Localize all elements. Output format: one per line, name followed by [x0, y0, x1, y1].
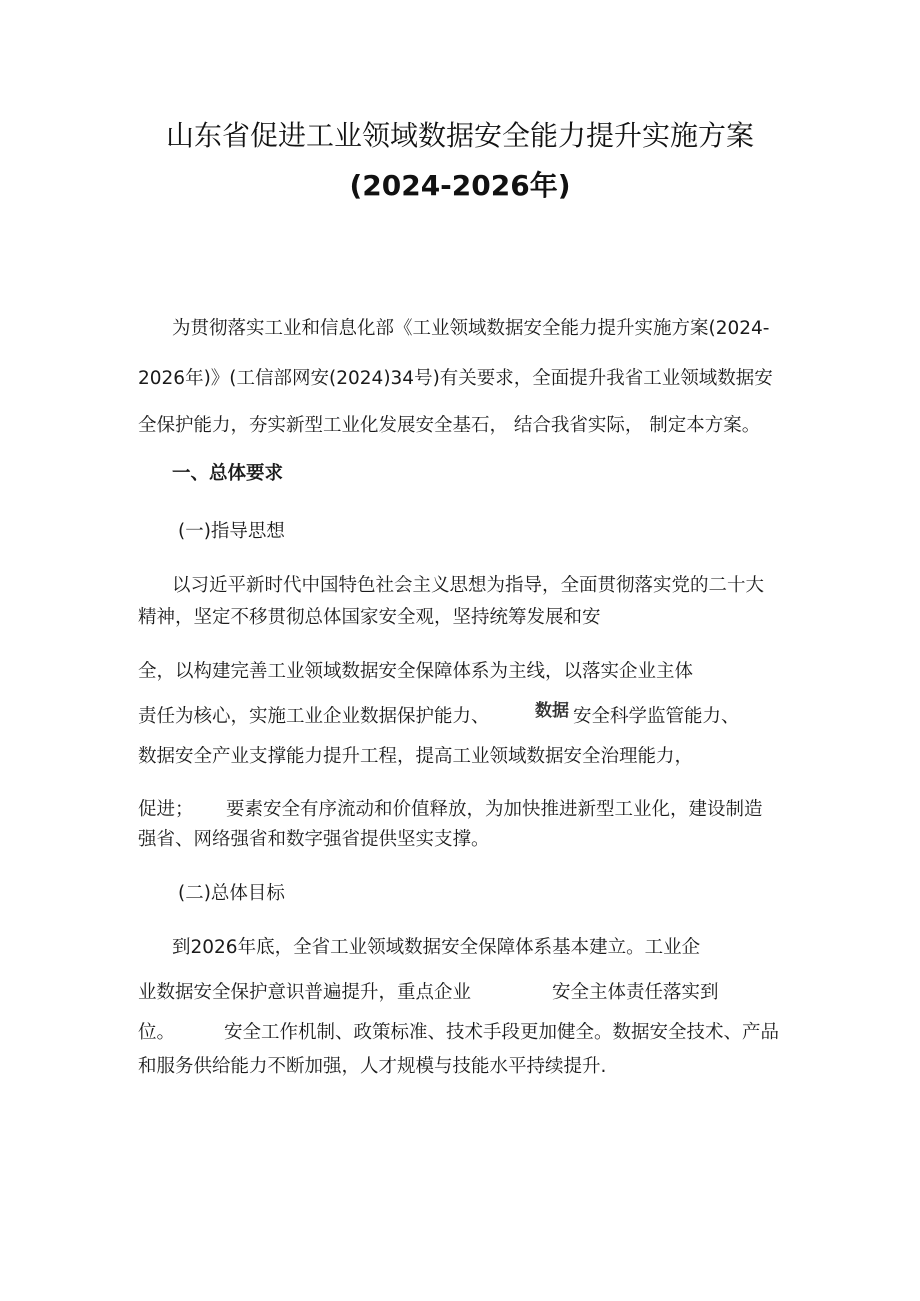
ideology-line-4b: 数据 — [535, 701, 569, 721]
goals-line-4: 和服务供给能力不断加强，人才规模与技能水平持续提升. — [138, 1056, 607, 1077]
document-subtitle: (2024-2026年) — [349, 169, 571, 202]
ideology-line-3: 全，以构建完善工业领域数据安全保障体系为主线，以落实企业主体 — [138, 661, 694, 682]
section-heading-overall-requirements: 一、总体要求 — [172, 463, 284, 484]
document-title: 山东省促进工业领域数据安全能力提升实施方案 — [165, 119, 754, 152]
ideology-line-7: 强省、网络强省和数字强省提供坚实支撑。 — [138, 829, 490, 850]
ideology-line-4c: 安全科学监管能力、 — [573, 706, 740, 727]
goals-line-3b: 安全工作机制、政策标准、技术手段更加健全。数据安全技术、产品 — [224, 1022, 780, 1043]
ideology-line-5: 数据安全产业支撑能力提升工程，提高工业领域数据安全治理能力， — [138, 746, 694, 767]
goals-line-3a: 位。 — [138, 1022, 176, 1043]
ideology-line-4a: 责任为核心，实施工业企业数据保护能力、 — [138, 706, 490, 727]
goals-line-2b: 安全主体责任落实到 — [552, 982, 719, 1003]
intro-line-3: 全保护能力，夯实新型工业化发展安全基石， 结合我省实际， 制定本方案。 — [138, 415, 761, 436]
subsection-heading-overall-goals: (二)总体目标 — [178, 883, 285, 904]
ideology-line-6a: 促进； — [138, 799, 194, 820]
goals-line-2a: 业数据安全保护意识普遍提升，重点企业 — [138, 982, 472, 1003]
intro-line-1: 为贯彻落实工业和信息化部《工业领域数据安全能力提升实施方案(2024- — [172, 318, 770, 339]
ideology-line-1: 以习近平新时代中国特色社会主义思想为指导，全面贯彻落实党的二十大 — [172, 575, 765, 596]
subsection-heading-guiding-ideology: (一)指导思想 — [178, 521, 285, 542]
intro-line-2: 2026年)》(工信部网安(2024)34号)有关要求，全面提升我省工业领域数据安 — [138, 368, 773, 389]
goals-line-1: 到2026年底，全省工业领域数据安全保障体系基本建立。工业企 — [172, 937, 701, 958]
ideology-line-6b: 要素安全有序流动和价值释放，为加快推进新型工业化，建设制造 — [226, 799, 763, 820]
ideology-line-2: 精神，坚定不移贯彻总体国家安全观，坚持统筹发展和安 — [138, 607, 601, 628]
